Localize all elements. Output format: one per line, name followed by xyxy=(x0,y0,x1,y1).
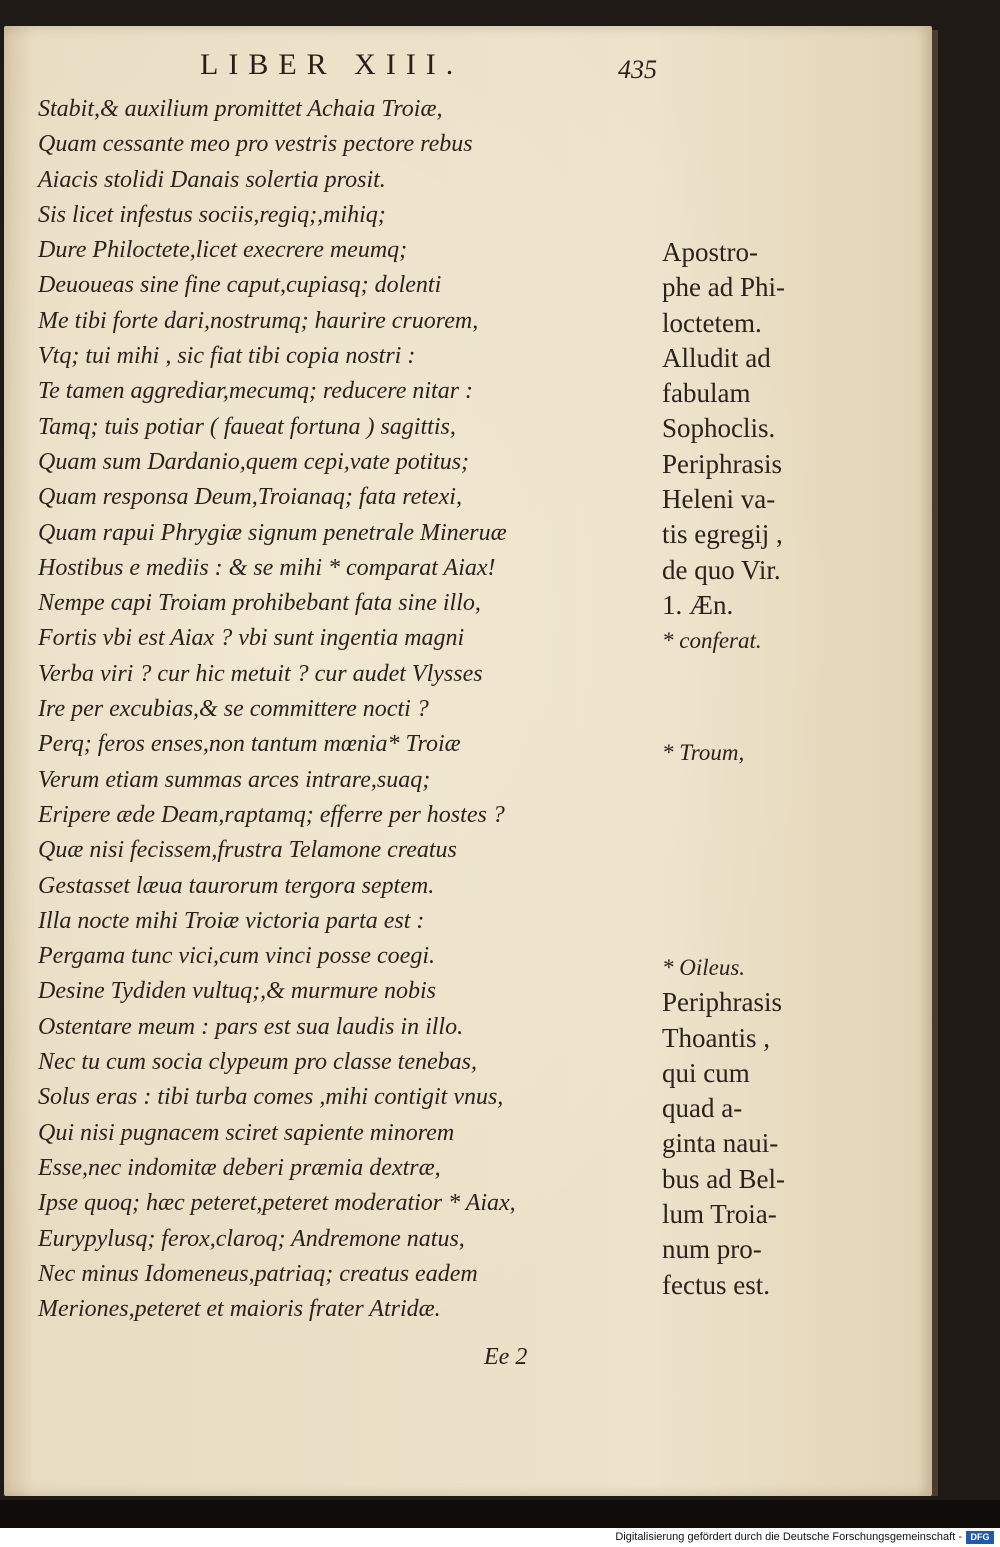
page-number: 435 xyxy=(618,55,657,84)
verse-line: Pergama tunc vici,cum vinci posse coegi. xyxy=(38,943,435,970)
marginal-note-apostrophe xyxy=(662,235,912,659)
catchword: Ee 2 xyxy=(484,1344,528,1370)
margin-line: phe ad Phi- xyxy=(662,272,785,303)
verse-line: Illa nocte mihi Troiæ victoria parta est : xyxy=(38,907,425,934)
verse-line: Quæ nisi fecissem,frustra Telamone creatus xyxy=(38,837,457,864)
margin-line: qui cum xyxy=(662,1057,750,1088)
scan-bottom-border xyxy=(0,1500,1000,1528)
verse-line: Sis licet infestus sociis,regiq;,mihiq; xyxy=(38,201,386,228)
verse-line: Ire per excubias,& se committere nocti ? xyxy=(38,696,429,723)
margin-line: lum Troia- xyxy=(662,1199,777,1230)
margin-line: * conferat. xyxy=(662,628,762,654)
verse-line: Qui nisi pugnacem sciret sapiente minorem xyxy=(38,1119,455,1146)
margin-line: 1. Æn. xyxy=(662,589,734,620)
marginal-note-troum xyxy=(662,735,912,770)
verse-line: Gestasset læua taurorum tergora septem. xyxy=(38,872,435,899)
verse-line: Verum etiam summas arces intrare,suaq; xyxy=(38,766,431,793)
verse-line: Ostentare meum : pars est sua laudis in illo. xyxy=(38,1013,464,1040)
verse-line: Perq; feros enses,non tantum mœnia* Troiæ xyxy=(38,731,461,758)
verse-line: Aiacis stolidi Danais solertia prosit. xyxy=(38,166,386,193)
margin-line: bus ad Bel- xyxy=(662,1163,785,1194)
verse-line: Me tibi forte dari,nostrumq; haurire cruorem, xyxy=(38,307,479,334)
verse-line: Meriones,peteret et maioris frater Atridæ. xyxy=(38,1296,441,1323)
verse-line: Stabit,& auxilium promittet Achaia Troiæ, xyxy=(38,96,443,122)
verse-line: Quam sum Dardanio,quem cepi,vate potitus; xyxy=(38,448,470,475)
verse-line: Eripere æde Deam,raptamq; efferre per hostes ? xyxy=(38,801,505,828)
verse-line: Quam responsa Deum,Troianaq; fata retexi, xyxy=(38,484,462,511)
margin-line: Periphrasis xyxy=(662,987,782,1018)
verse-line: Hostibus e mediis : & se mihi * comparat Aiax! xyxy=(38,554,496,581)
margin-line: fectus est. xyxy=(662,1269,770,1300)
verse-line: Nec tu cum socia clypeum pro classe tenebas, xyxy=(38,1049,477,1076)
verse-line: Fortis vbi est Aiax ? vbi sunt ingentia magni xyxy=(38,625,465,652)
verse-line: Nec minus Idomeneus,patriaq; creatus eadem xyxy=(38,1260,478,1287)
verse-line: Eurypylusq; ferox,claroq; Andremone natus, xyxy=(38,1225,465,1252)
margin-line: num pro- xyxy=(662,1234,762,1265)
margin-line: loctetem. xyxy=(662,307,762,338)
dfg-logo[interactable]: DFG xyxy=(966,1531,994,1544)
margin-line: * Troum, xyxy=(662,740,745,765)
margin-line: Heleni va- xyxy=(662,484,776,515)
margin-line: tis egregij , xyxy=(662,519,783,550)
margin-line: Thoantis , xyxy=(662,1022,770,1053)
margin-line: Periphrasis xyxy=(662,448,782,479)
margin-line: Sophoclis. xyxy=(662,413,776,444)
verse-text xyxy=(38,92,638,1327)
verse-line: Vtq; tui mihi , sic fiat tibi copia nostri : xyxy=(38,343,416,370)
verse-line: Te tamen aggrediar,mecumq; reducere nitar : xyxy=(38,378,474,405)
margin-line: Alludit ad xyxy=(662,342,771,373)
verse-line: Verba viri ? cur hic metuit ? cur audet Vlysses xyxy=(38,660,483,687)
margin-line: ginta naui- xyxy=(662,1128,779,1159)
funding-note: Digitalisierung gefördert durch die Deutsche Forschungsgemeinschaft - xyxy=(615,1531,962,1543)
running-header: LIBER XIII. xyxy=(200,48,464,81)
verse-line: Tamq; tuis potiar ( faueat fortuna ) sagittis, xyxy=(38,413,456,440)
verse-line: Deuoueas sine fine caput,cupiasq; dolenti xyxy=(38,272,442,299)
margin-line: quad a- xyxy=(662,1093,743,1124)
verse-line: Nempe capi Troiam prohibebant fata sine illo, xyxy=(38,590,481,617)
verse-line: Dure Philoctete,licet execrere meumq; xyxy=(38,237,408,264)
footer-bar xyxy=(0,1528,1000,1547)
verse-line: Ipse quoq; hæc peteret,peteret moderatior * Aiax, xyxy=(38,1190,516,1217)
verse-line: Esse,nec indomitæ deberi præmia dextræ, xyxy=(38,1154,441,1181)
page-edge xyxy=(932,30,938,1496)
verse-line: Quam rapui Phrygiæ signum penetrale Mineruæ xyxy=(38,519,507,546)
margin-line: fabulam xyxy=(662,378,751,409)
margin-line: Apostro- xyxy=(662,237,758,267)
margin-line: de quo Vir. xyxy=(662,554,781,585)
verse-line: Solus eras : tibi turba comes ,mihi contigit vnus, xyxy=(38,1084,504,1111)
margin-line: * Oileus. xyxy=(662,955,746,980)
verse-line: Quam cessante meo pro vestris pectore rebus xyxy=(38,131,473,158)
marginal-note-thoantis xyxy=(662,950,912,1303)
verse-line: Desine Tydiden vultuq;,& murmure nobis xyxy=(38,978,436,1005)
